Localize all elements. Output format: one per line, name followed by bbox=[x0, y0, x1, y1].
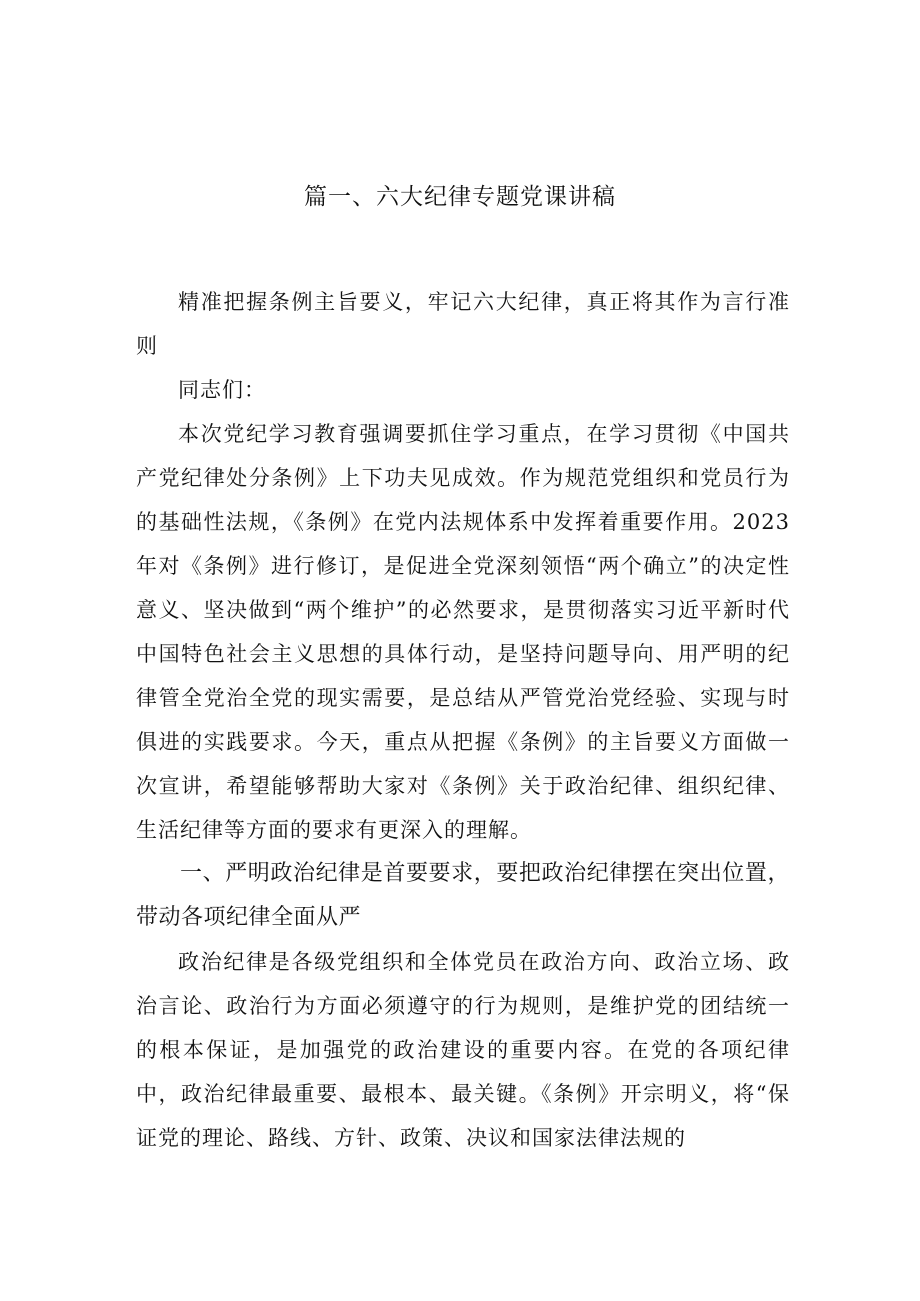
section-heading: 一、严明政治纪律是首要要求，要把政治纪律摆在突出位置，带动各项纪律全面从严 bbox=[136, 861, 790, 930]
document-subtitle: 精准把握条例主旨要义，牢记六大纪律，真正将其作为言行准则 bbox=[136, 290, 790, 358]
greeting: 同志们： bbox=[178, 378, 266, 402]
body-paragraph: 政治纪律是各级党组织和全体党员在政治方向、政治立场、政治言论、政治行为方面必须遵守的行为规则，是维护党的团结统一的根本保证，是加强党的政治建设的重要内容。在党的各项纪律中，政治纪律最重要、最根本、最关键。《条例》开宗明义，将“保证党的理论、路线、方针、政策、决议和国家法律法规的 bbox=[136, 950, 790, 1150]
document-body bbox=[136, 280, 790, 1160]
body-paragraph: 本次党纪学习教育强调要抓住学习重点，在学习贯彻《中国共产党纪律处分条例》上下功夫见成效。作为规范党组织和党员行为的基础性法规，《条例》在党内法规体系中发挥着重要作用。2023年对《条例》进行修订，是促进全党深刻领悟“两个确立”的决定性意义、坚决做到“两个维护”的必然要求，是贯彻落实习近平新时代中国特色社会主义思想的具体行动，是坚持问题导向、用严明的纪律管全党治全党的现实需要，是总结从严管党治党经验、实现与时俱进的实践要求。今天，重点从把握《条例》的主旨要义方面做一次宣讲，希望能够帮助大家对《条例》关于政治纪律、组织纪律、生活纪律等方面的要求有更深入的理解。 bbox=[136, 422, 790, 842]
document-title: 篇一、六大纪律专题党课讲稿 bbox=[304, 184, 616, 210]
